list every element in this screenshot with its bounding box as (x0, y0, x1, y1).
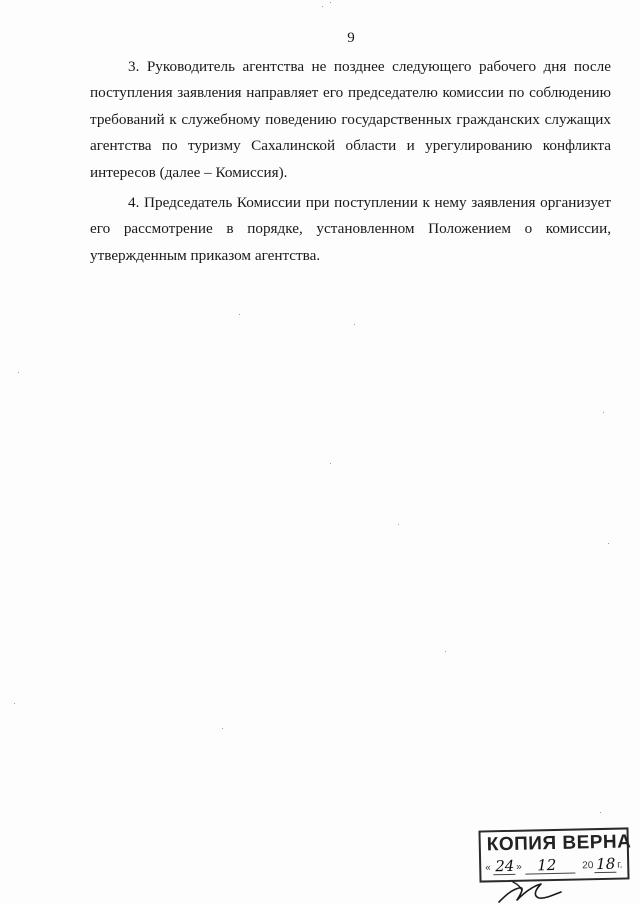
document-body (90, 54, 611, 273)
page-number: 9 (347, 30, 355, 46)
scan-speck (330, 2, 331, 3)
scan-speck (603, 412, 604, 413)
paragraph-3: 3. Руководитель агентства не позднее следующего рабочего дня после поступления заявления направляет его председателю комиссии по соблюдению требований к служебному поведению государственных гражданских служащих агентства по туризму Сахалинской области и урегулированию конфликта интересов (далее – Комиссия). (90, 58, 611, 181)
stamp-day: 24 (495, 856, 515, 876)
stamp-title: КОПИЯ ВЕРНА (486, 831, 632, 856)
stamp-close-quote: » (516, 861, 522, 873)
certified-copy-stamp (478, 827, 632, 882)
scan-speck (608, 543, 609, 544)
stamp-date (485, 854, 627, 878)
stamp-year-mark: г. (617, 859, 623, 871)
scan-speck (322, 6, 323, 7)
scan-speck (398, 524, 399, 525)
scan-speck (330, 463, 331, 464)
stamp-open-quote: « (485, 862, 491, 874)
scan-speck (14, 703, 15, 704)
paragraph-4: 4. Председатель Комиссии при поступлении к нему заявления организует его рассмотрение в порядке, установленном Положением о комиссии, утвержденным приказом агентства. (90, 194, 611, 264)
stamp-year-prefix: 20 (582, 860, 594, 872)
scan-speck (600, 812, 601, 813)
scan-speck (239, 314, 240, 315)
scan-speck (354, 324, 355, 325)
stamp-year-suffix: 18 (596, 854, 616, 874)
scan-speck (222, 728, 223, 729)
scan-speck (445, 651, 446, 652)
stamp-month: 12 (537, 855, 557, 875)
handwritten-signature (495, 878, 565, 905)
scan-speck (18, 372, 19, 373)
